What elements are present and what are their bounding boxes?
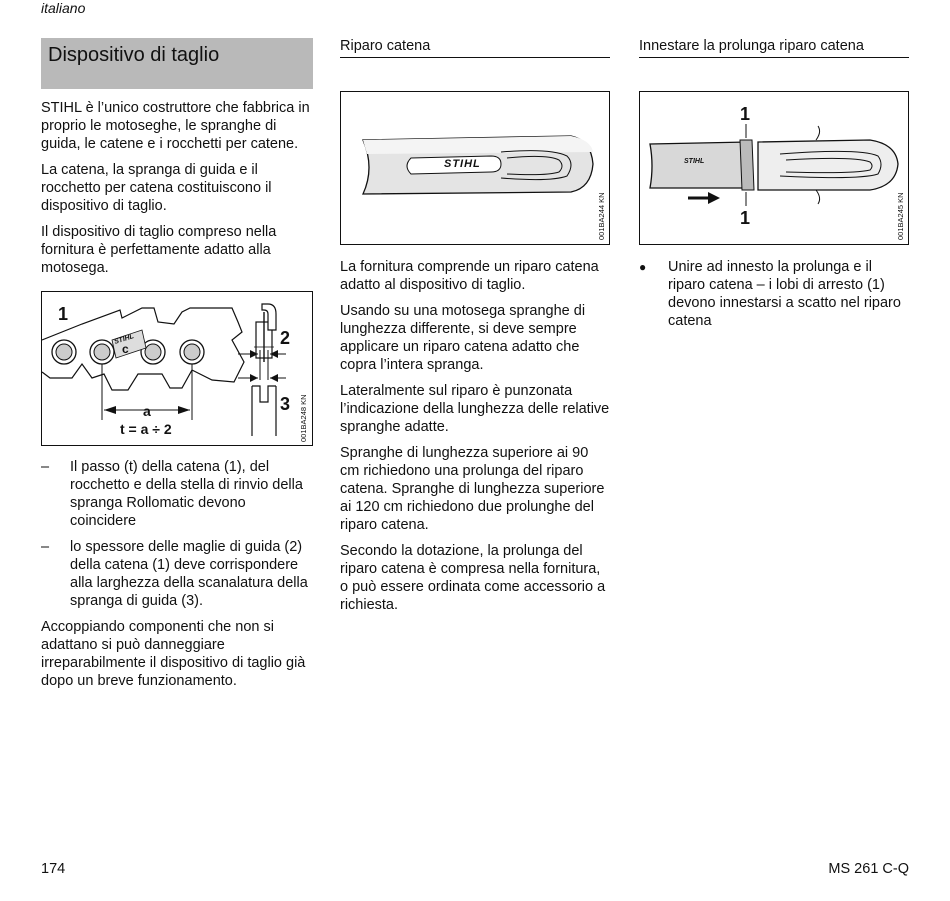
brand-logo-text: STIHL [684, 158, 705, 165]
column-guard-extension [639, 38, 909, 338]
figure-code: 001BA245 KN [896, 192, 905, 240]
dash-marker: – [41, 459, 50, 475]
paragraph: Spranghe di lunghezza superiore ai 90 cm richiedono una prolunga del riparo catena. Spranghe di lunghezza superiore ai 120 cm richiedono due prolunghe del riparo catena. [340, 445, 605, 533]
paragraph: STIHL è l’unico costruttore che fabbrica in proprio le motoseghe, le spranghe di guida, le catene e i rocchetti per catene. [41, 100, 310, 152]
paragraph: Lateralmente sul riparo è punzonata l’indicazione della lunghezza delle relative spranghe adatte. [340, 383, 610, 435]
figure-label-a: a [143, 403, 151, 419]
figure-code: 001BA244 KN [597, 192, 606, 240]
guard-extension-figure [639, 91, 909, 245]
paragraph: Il dispositivo di taglio compreso nella fornitura è perfettamente adatto alla motosega. [41, 224, 277, 276]
model-name: MS 261 C-Q [828, 861, 909, 877]
paragraph: Usando su una motosega spranghe di lunghezza differente, si deve sempre applicare un riparo catena adatto che copra l’intera spranga. [340, 303, 586, 373]
figure-label-2: 2 [280, 328, 291, 348]
chain-diagram [42, 292, 311, 444]
column-cutting-attachment [41, 38, 313, 698]
instruction-list [639, 258, 909, 330]
brand-logo-text: STIHL [444, 158, 481, 170]
section-title: Dispositivo di taglio [41, 38, 313, 89]
requirement-list [41, 458, 313, 610]
figure-label-1-bottom: 1 [740, 208, 751, 228]
list-item: – lo spessore delle maglie di guida (2) della catena (1) deve corrispondere alla larghezza della scanalatura della spranga di guida (3). [41, 539, 308, 609]
chain-guard-figure [340, 91, 610, 245]
page-number: 174 [41, 861, 66, 877]
figure-label-3: 3 [280, 394, 291, 414]
paragraph: La catena, la spranga di guida e il rocchetto per catena costituiscono il dispositivo di taglio. [41, 162, 272, 214]
figure-label-1: 1 [58, 304, 69, 324]
paragraph: La fornitura comprende un riparo catena adatto al dispositivo di taglio. [340, 259, 599, 293]
chain-brand-text: STIHL [113, 333, 135, 346]
list-item: ● Unire ad innesto la prolunga e il riparo catena – i lobi di arresto (1) devono innestarsi a scatto nel riparo catena [639, 259, 901, 329]
chain-pitch-figure [41, 291, 313, 446]
figure-label-c: c [122, 342, 129, 356]
list-item: – Il passo (t) della catena (1), del rocchetto e della stella di rinvio della spranga Rollomatic devono coincidere [41, 459, 303, 529]
bullet-marker: ● [639, 260, 647, 274]
column-chain-guard [340, 38, 610, 622]
paragraph: Secondo la dotazione, la prolunga del riparo catena è compresa nella fornitura, o può essere ordinata come accessorio a richiesta. [340, 543, 606, 613]
guard-extension-drawing [640, 92, 907, 243]
paragraph: Accoppiando componenti che non si adattano si può danneggiare irreparabilmente il dispositivo di taglio già dopo un breve funzionamento. [41, 619, 306, 689]
section-title: Riparo catena [340, 38, 610, 58]
dash-marker: – [41, 539, 50, 555]
pitch-formula: t = a ÷ 2 [120, 421, 172, 437]
section-title: Innestare la prolunga riparo catena [639, 38, 909, 58]
language-label: italiano [41, 0, 86, 16]
figure-label-1-top: 1 [740, 104, 751, 124]
figure-code: 001BA248 KN [299, 394, 308, 442]
